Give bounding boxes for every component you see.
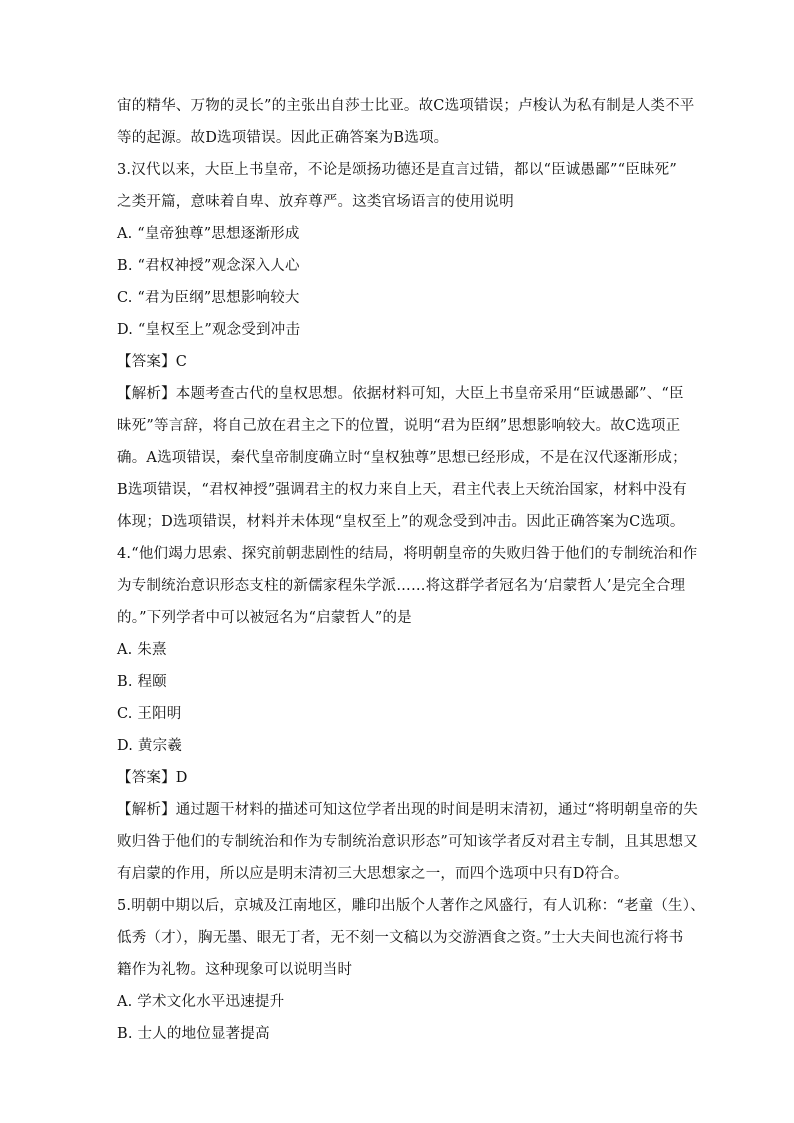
question-5-stem: 5.明朝中期以后，京城及江南地区，雕印出版个人著作之风盛行，有人讥称：“老童（生）、 [117, 898, 705, 914]
question-4-analysis: 败归咎于他们的专制统治和作为专制统治意识形态”可知该学者反对君主专制，且其思想又 [117, 834, 698, 850]
question-5-stem: 籍作为礼物。这种现象可以说明当时 [117, 962, 353, 978]
question-4-option-c: C. 王阳明 [117, 706, 182, 722]
question-3-stem: 之类开篇，意味着自卑、放弃尊严。这类官场语言的使用说明 [117, 194, 514, 210]
question-3-option-d: D. “皇权至上”观念受到冲击 [117, 322, 301, 338]
question-4-option-d: D. 黄宗羲 [117, 738, 183, 754]
question-3-analysis: B选项错误，“君权神授”强调君主的权力来自上天，君主代表上天统治国家，材料中没有 [117, 482, 687, 498]
question-4-stem: 4.“他们竭力思索、探究前朝悲剧性的结局，将明朝皇帝的失败归咎于他们的专制统治和作 [117, 546, 698, 562]
question-3-analysis: 体现；D选项错误，材料并未体现“皇权至上”的观念受到冲击。因此正确答案为C选项。 [117, 514, 685, 530]
question-5-option-a: A. 学术文化水平迅速提升 [117, 994, 285, 1010]
question-5-stem: 低秀（才），胸无墨、眼无丁者，无不刻一文稿以为交游酒食之资。”士大夫间也流行将书 [117, 930, 684, 946]
question-3-option-b: B. “君权神授”观念深入人心 [117, 258, 300, 274]
text-line: 等的起源。故D选项错误。因此正确答案为B选项。 [117, 130, 449, 146]
question-3-analysis: 昧死”等言辞，将自己放在君主之下的位置，说明“君为臣纲”思想影响较大。故C选项正 [117, 418, 681, 434]
question-4-analysis: 有启蒙的作用，所以应是明末清初三大思想家之一，而四个选项中只有D符合。 [117, 866, 629, 882]
question-3-analysis: 【解析】本题考查古代的皇权思想。依据材料可知，大臣上书皇帝采用“臣诚愚鄙”、“臣 [117, 386, 684, 402]
question-3-option-a: A. “皇帝独尊”思想逐渐形成 [117, 226, 300, 242]
question-4-stem: 的。”下列学者中可以被冠名为“启蒙哲人”的是 [117, 610, 412, 626]
question-4-analysis: 【解析】通过题干材料的描述可知这位学者出现的时间是明末清初，通过“将明朝皇帝的失 [117, 802, 698, 818]
question-4-stem: 为专制统治意识形态支柱的新儒家程朱学派……将这群学者冠名为‘启蒙哲人’是完全合理 [117, 578, 686, 594]
text-line: 宙的精华、万物的灵长”的主张出自莎士比亚。故C选项错误；卢梭认为私有制是人类不平 [117, 98, 695, 114]
question-5-option-b: B. 士人的地位显著提高 [117, 1026, 270, 1042]
question-4-option-b: B. 程颐 [117, 674, 167, 690]
question-4-option-a: A. 朱熹 [117, 642, 167, 658]
question-3-answer: 【答案】C [117, 354, 188, 370]
question-4-answer: 【答案】D [117, 770, 188, 786]
question-3-stem: 3.汉代以来，大臣上书皇帝，不论是颂扬功德还是直言过错，都以“臣诚愚鄙”“臣昧死” [117, 162, 677, 178]
question-3-analysis: 确。A选项错误，秦代皇帝制度确立时“皇权独尊”思想已经形成，不是在汉代逐渐形成； [117, 450, 687, 466]
question-3-option-c: C. “君为臣纲”思想影响较大 [117, 290, 300, 306]
